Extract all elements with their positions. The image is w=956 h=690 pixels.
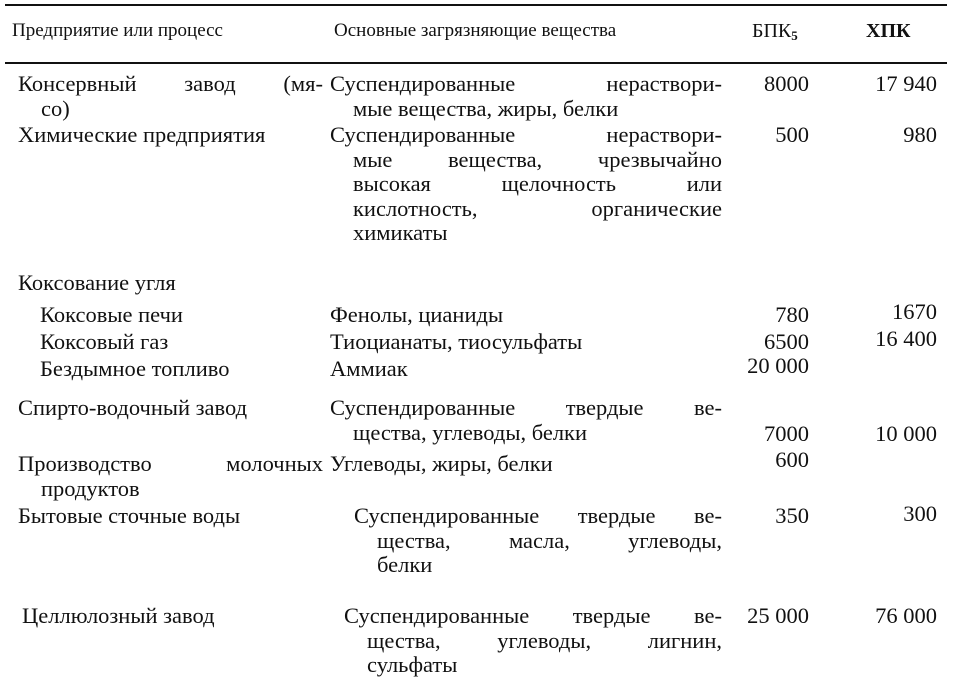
pollutants-line: Фенолы, цианиды: [330, 302, 504, 327]
header-bpk-sub: 5: [791, 28, 798, 43]
enterprise-line: продуктов: [41, 475, 140, 501]
hpk-value: 1670: [892, 299, 937, 324]
enterprise-line: Консервный завод (мя-: [18, 71, 323, 96]
bpk-value: 350: [775, 503, 809, 528]
enterprise-line: Коксование угля: [18, 270, 176, 295]
enterprise-line: со): [41, 95, 70, 121]
enterprise-cell: [18, 271, 323, 296]
pollutants-line: мые вещества, чрезвычайно: [353, 146, 722, 172]
bpk-value: 500: [775, 122, 809, 147]
pollutants-cell: [330, 357, 722, 382]
pollutants-cell: [354, 504, 722, 578]
pollutants-line: Аммиак: [330, 356, 408, 381]
pollutants-line: Суспендированные твердые ве-: [330, 395, 722, 420]
enterprise-line: Целлюлозный завод: [22, 603, 215, 628]
header-rule: [5, 62, 947, 64]
pollutants-line: щества, масла, углеводы,: [377, 527, 722, 553]
pollutants-line: высокая щелочность или: [353, 171, 722, 196]
header-hpk: ХПК: [866, 20, 911, 42]
enterprise-line: Производство молочных: [18, 451, 323, 476]
pollutants-line: химикаты: [353, 220, 448, 245]
hpk-value: 10 000: [875, 421, 937, 446]
enterprise-cell: [40, 303, 323, 328]
pollutants-line: Суспендированные твердые ве-: [354, 503, 722, 528]
bpk-value: 6500: [764, 329, 809, 354]
enterprise-line: Коксовый газ: [40, 329, 169, 354]
top-rule: [5, 4, 947, 6]
header-enterprise: Предприятие или процесс: [12, 20, 223, 41]
pollutants-line: сульфаты: [367, 652, 458, 677]
pollutants-line: белки: [377, 552, 433, 577]
hpk-value: 300: [903, 501, 937, 526]
enterprise-line: Бездымное топливо: [40, 356, 230, 381]
pollutants-cell: [330, 330, 722, 355]
pollutants-line: щества, углеводы, белки: [353, 419, 588, 445]
bpk-value: 780: [775, 302, 809, 327]
pollutants-cell: [330, 303, 722, 328]
enterprise-cell: [18, 72, 323, 121]
header-bpk-main: БПК: [752, 20, 792, 42]
pollutants-cell: [330, 452, 722, 477]
pollutants-cell: [330, 72, 722, 121]
pollutants-line: щества, углеводы, лигнин,: [367, 627, 722, 653]
hpk-value: 980: [903, 122, 937, 147]
pollutants-line: кислотность, органические: [353, 195, 722, 221]
bpk-value: 25 000: [747, 603, 809, 628]
pollutants-line: Тиоцианаты, тиосульфаты: [330, 329, 583, 354]
enterprise-cell: [18, 123, 323, 148]
hpk-value: 76 000: [875, 603, 937, 628]
bpk-value: 7000: [764, 421, 809, 446]
enterprise-line: Химические предприятия: [18, 122, 266, 147]
enterprise-cell: [18, 504, 323, 529]
bpk-value: 20 000: [747, 353, 809, 378]
enterprise-cell: [22, 604, 327, 629]
hpk-value: 17 940: [875, 71, 937, 96]
pollutants-line: Суспендированные нераствори-: [330, 71, 722, 96]
pollutants-line: Суспендированные нераствори-: [330, 122, 722, 147]
enterprise-cell: [18, 452, 323, 501]
bpk-value: 8000: [764, 71, 809, 96]
hpk-value: 16 400: [875, 326, 937, 351]
enterprise-line: Спирто-водочный завод: [18, 395, 248, 420]
enterprise-cell: [40, 357, 323, 382]
pollutants-cell: [344, 604, 722, 678]
pollutants-cell: [330, 123, 722, 246]
pollutants-cell: [330, 396, 722, 445]
enterprise-cell: [18, 396, 323, 421]
enterprise-cell: [40, 330, 323, 355]
pollutants-line: Углеводы, жиры, белки: [330, 451, 553, 476]
header-bpk: [752, 19, 798, 48]
pollutants-line: мые вещества, жиры, белки: [353, 95, 619, 121]
pollutants-line: Суспендированные твердые ве-: [344, 603, 722, 628]
enterprise-line: Коксовые печи: [40, 302, 183, 327]
bpk-value: 600: [775, 447, 809, 472]
enterprise-line: Бытовые сточные воды: [18, 503, 241, 528]
header-pollutants: Основные загрязняющие вещества: [334, 20, 617, 41]
